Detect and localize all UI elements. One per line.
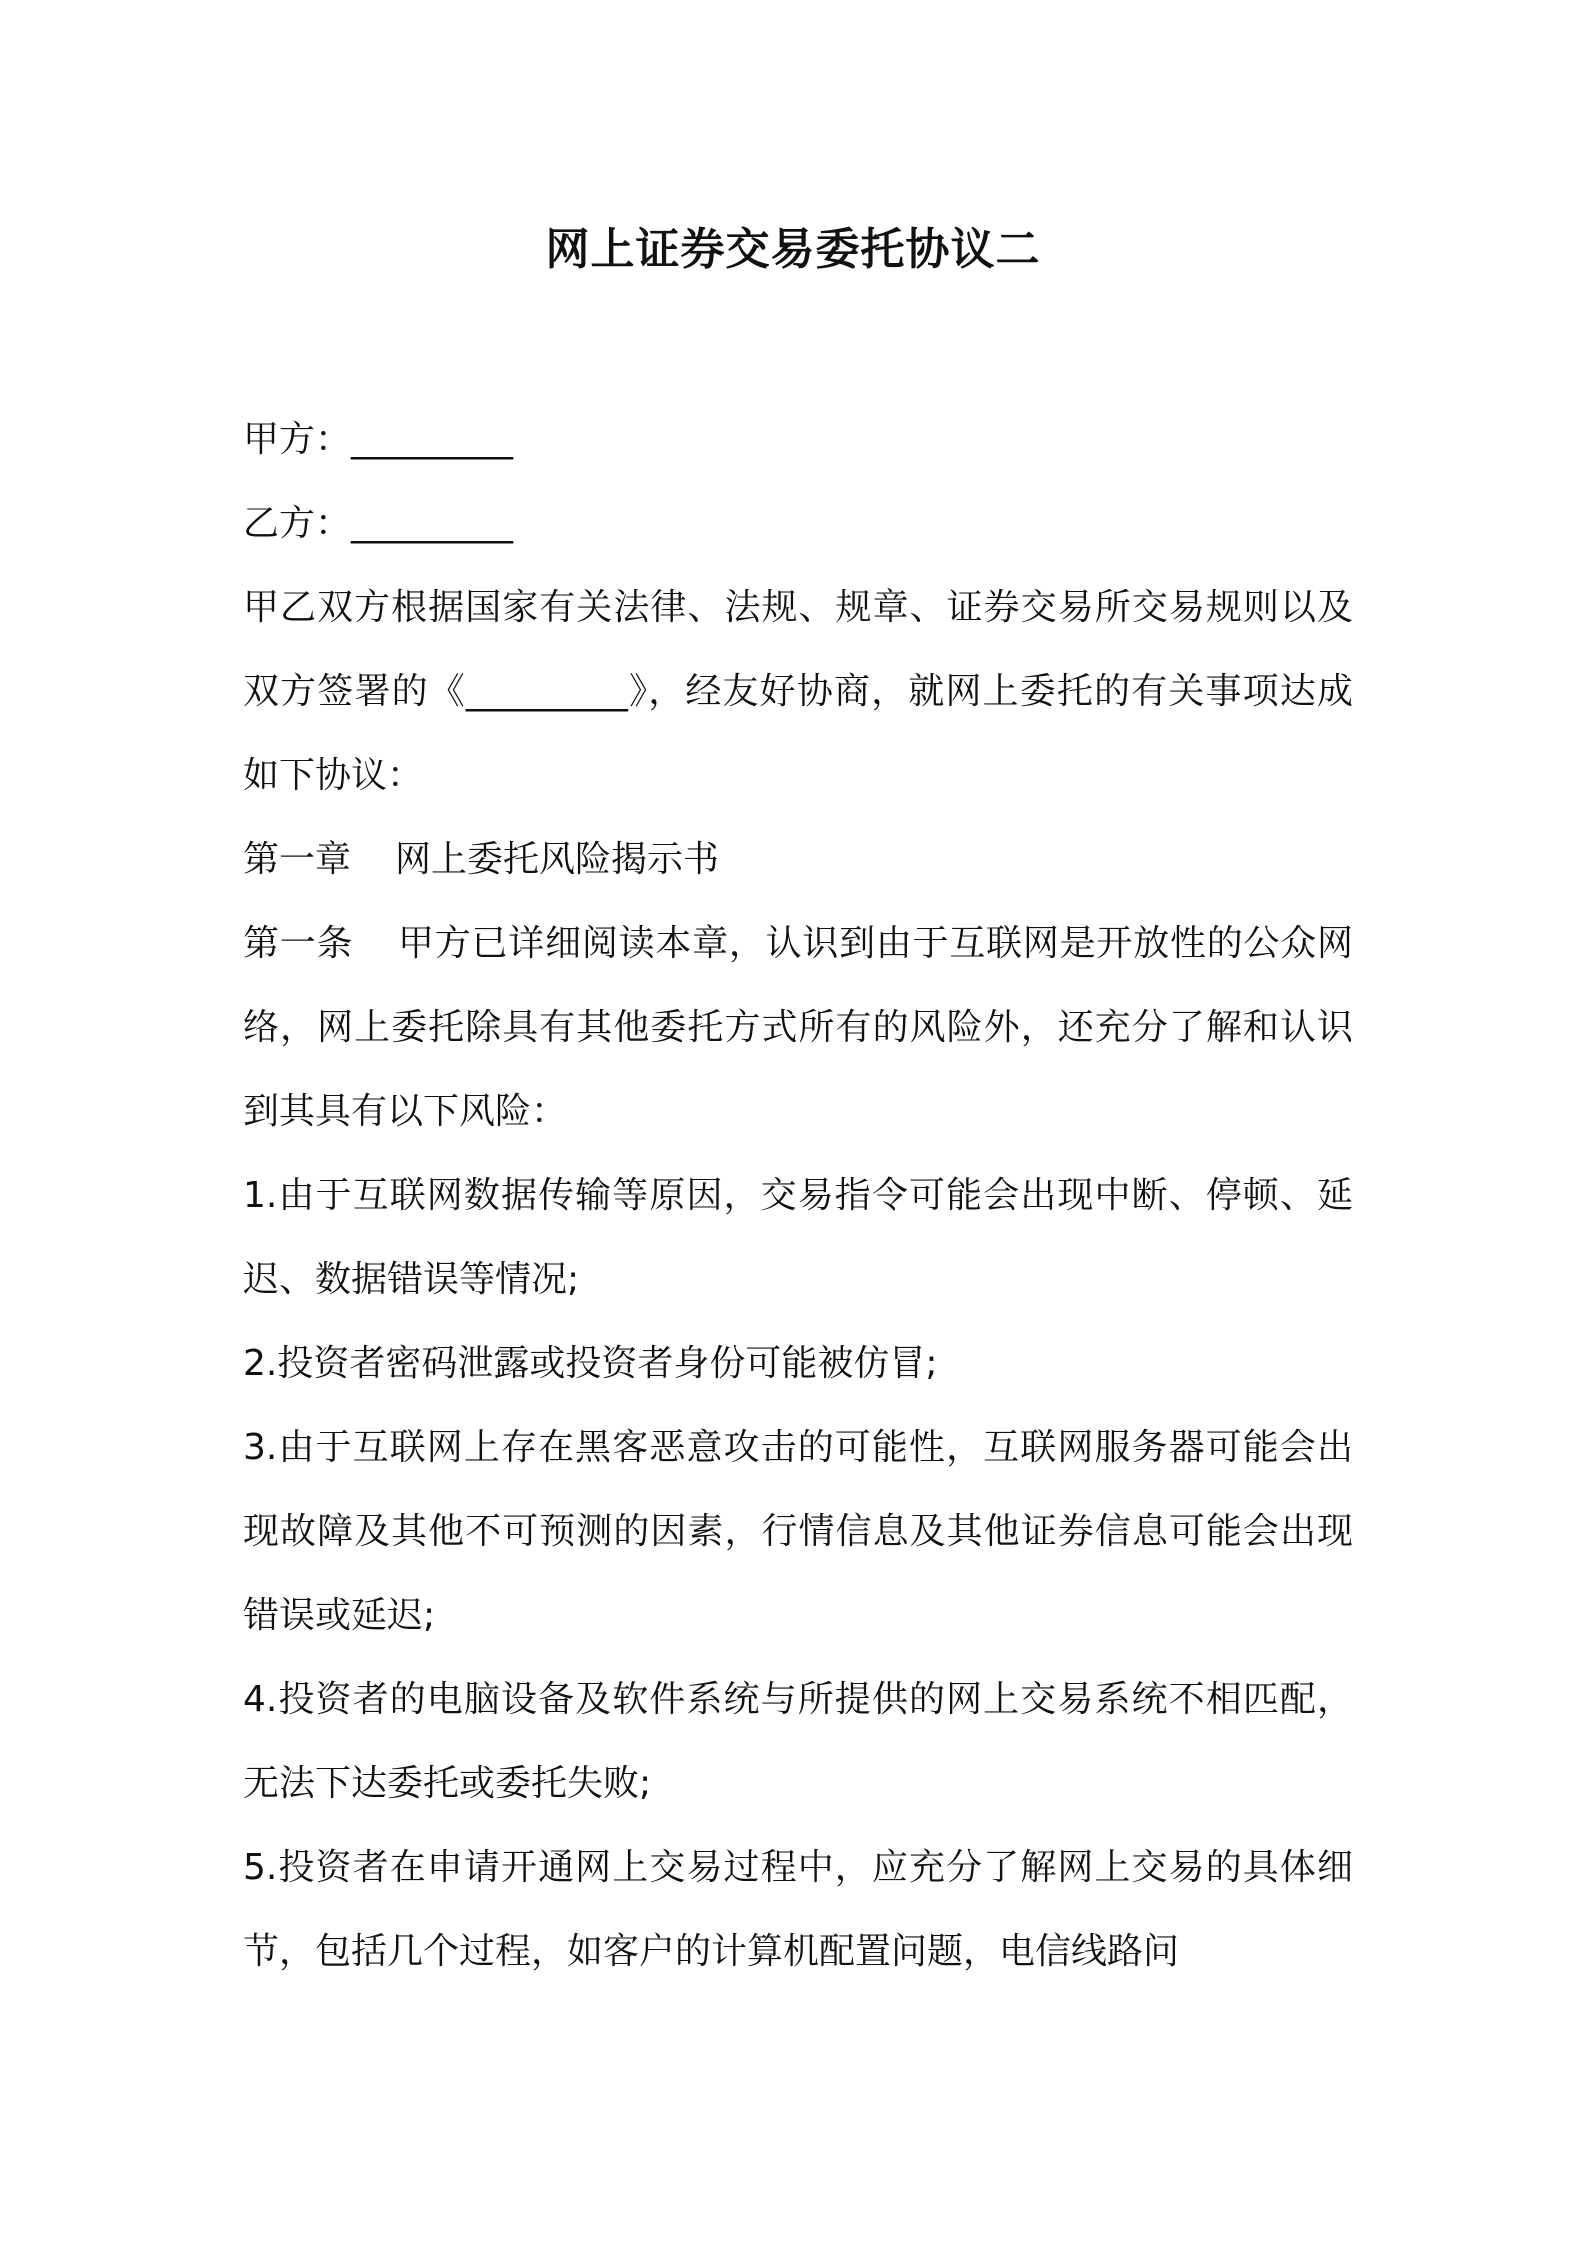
- party-b-line: 乙方：_________: [243, 503, 514, 544]
- chapter-heading: [243, 818, 1353, 902]
- risk-item-5: 5.投资者在申请开通网上交易过程中，应充分了解网上交易的具体细节，包括几个过程，如客户的计算机配置问题，电信线路问: [243, 1847, 1353, 1972]
- article-number: 第一条: [243, 923, 354, 964]
- chapter-number: 第一章: [243, 839, 352, 880]
- risk-item-2: 2.投资者密码泄露或投资者身份可能被仿冒;: [243, 1343, 938, 1384]
- article-paragraph: [243, 902, 1353, 1154]
- article-text: 甲方已详细阅读本章，认识到由于互联网是开放性的公众网络，网上委托除具有其他委托方式所有的风险外，还充分了解和认识到其具有以下风险：: [243, 923, 1353, 1132]
- risk-item-1: 1.由于互联网数据传输等原因，交易指令可能会出现中断、停顿、延迟、数据错误等情况;: [243, 1175, 1353, 1300]
- document-body: [243, 398, 1353, 1994]
- party-a-line: 甲方：_________: [243, 419, 514, 460]
- intro-paragraph: 甲乙双方根据国家有关法律、法规、规章、证券交易所交易规则以及双方签署的《_________》，经友好协商，就网上委托的有关事项达成如下协议：: [243, 587, 1353, 796]
- risk-item-4: 4.投资者的电脑设备及软件系统与所提供的网上交易系统不相匹配，无法下达委托或委托失败;: [243, 1679, 1353, 1804]
- risk-item-3: 3.由于互联网上存在黑客恶意攻击的可能性，互联网服务器可能会出现故障及其他不可预测的因素，行情信息及其他证券信息可能会出现错误或延迟;: [243, 1427, 1353, 1636]
- chapter-title: 网上委托风险揭示书: [395, 839, 720, 880]
- document-title: 网上证券交易委托协议二: [545, 224, 1041, 275]
